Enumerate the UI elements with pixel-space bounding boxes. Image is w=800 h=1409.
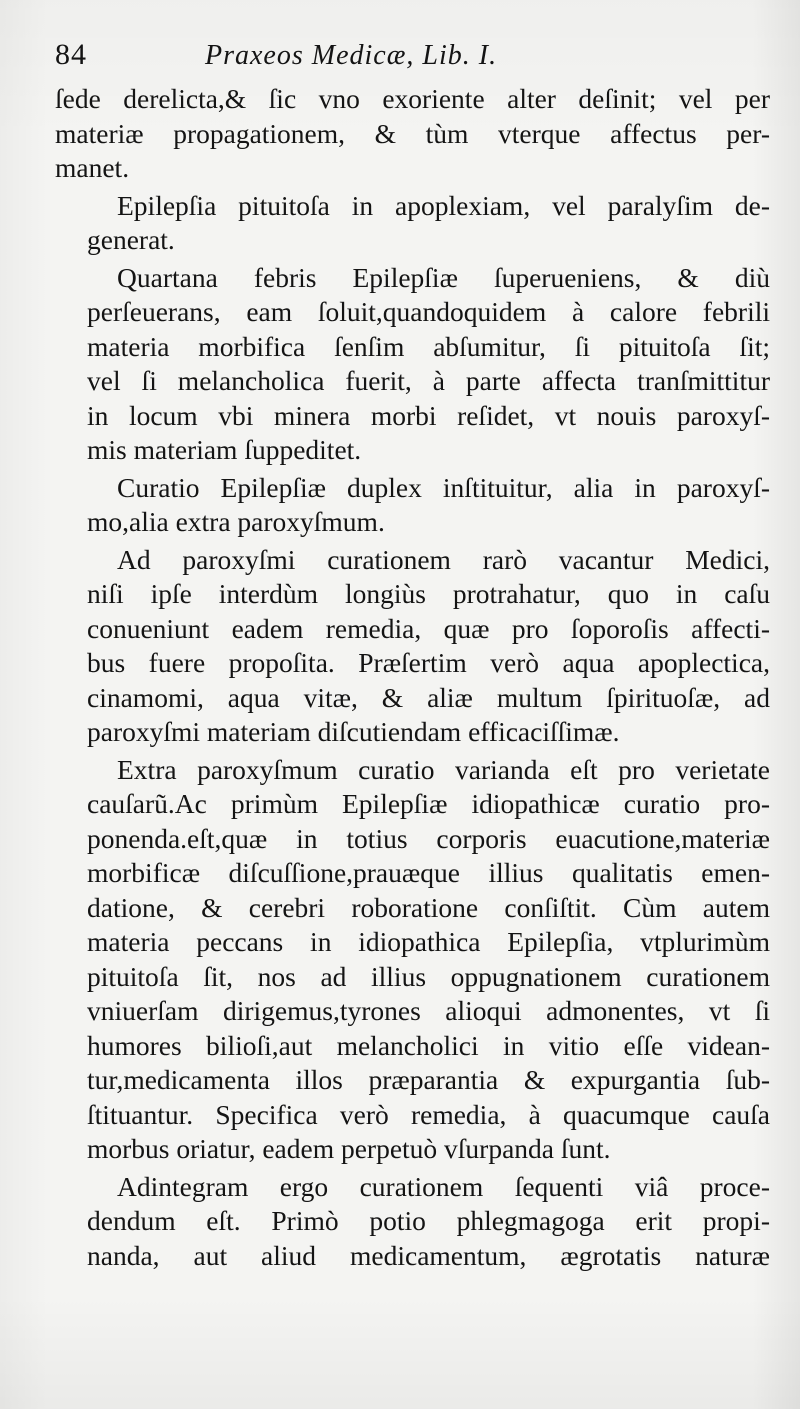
text-line: pituitoſa ſit, nos ad illius oppugnationem curationem <box>87 960 770 992</box>
text-line: manet. <box>55 152 130 183</box>
text-line: materia morbifica ſenſim abſumitur, ſi pituitoſa ſit; <box>87 330 770 362</box>
paragraph <box>55 189 770 258</box>
running-head <box>55 38 770 82</box>
text-line: Epilepſia pituitoſa in apoplexiam, vel paralyſim de- <box>117 189 770 221</box>
text-line: generat. <box>87 224 175 255</box>
paragraph <box>55 261 770 468</box>
text-line: cauſarũ.Ac primùm Epilepſiæ idiopathicæ curatio pro- <box>87 788 770 819</box>
text-line: humores bilioſi,aut melancholici in vitio eſſe videan- <box>87 1029 770 1061</box>
text-line: vel ſi melancholica fuerit, à parte affecta tranſmittitur <box>87 365 770 396</box>
text-line: materia peccans in idiopathica Epilepſia, vtplurimùm <box>87 926 770 957</box>
paragraph <box>55 543 770 750</box>
paragraph <box>55 753 770 1167</box>
body-text <box>55 82 770 1273</box>
text-line: materiæ propagationem, & tùm vterque affectus per- <box>55 117 770 149</box>
text-line: mo,alia extra paroxyſmum. <box>87 506 385 537</box>
text-line: dendum eſt. Primò potio phlegmagoga erit propi- <box>87 1205 770 1236</box>
text-line: cinamomi, aqua vitæ, & aliæ multum ſpirituoſæ, ad <box>87 681 770 713</box>
text-line: bus fuere propoſita. Præſertim verò aqua apoplectica, <box>87 647 770 678</box>
text-line: morbus oriatur, eadem perpetuò vſurpanda ſunt. <box>87 1133 611 1164</box>
text-line: perſeuerans, eam ſoluit,quandoquidem à calore febrili <box>87 296 770 327</box>
text-line: morbificæ diſcuſſione,prauæque illius qualitatis emen- <box>87 857 770 888</box>
text-line: mis materiam ſuppeditet. <box>87 434 362 465</box>
running-title: Praxeos Medicæ, Lib. I. <box>205 40 498 71</box>
text-line: tur,medicamenta illos præparantia & expurgantia ſub- <box>87 1064 770 1095</box>
text-line: ſede derelicta,& ſic vno exoriente alter deſinit; vel per <box>55 83 770 114</box>
page-number: 84 <box>55 38 87 71</box>
text-line: Ad paroxyſmi curationem rarò vacantur Medici, <box>117 543 770 575</box>
text-line: Quartana febris Epilepſiæ ſuperueniens, & diù <box>117 261 770 293</box>
text-line: conueniunt eadem remedia, quæ pro ſoporoſis affecti- <box>87 612 770 644</box>
paragraph <box>55 471 770 540</box>
text-line: paroxyſmi materiam diſcutiendam efficaciſſimæ. <box>87 716 620 747</box>
text-line: in locum vbi minera morbi reſidet, vt nouis paroxyſ- <box>87 399 770 431</box>
text-line: datione, & cerebri roboratione conſiſtit. Cùm autem <box>87 891 770 923</box>
text-line: ſtituantur. Specifica verò remedia, à quacumque cauſa <box>87 1098 770 1130</box>
text-line: niſi ipſe interdùm longiùs protrahatur, quo in caſu <box>87 578 770 609</box>
text-line: Adintegram ergo curationem ſequenti viâ proce- <box>117 1170 770 1202</box>
text-line: Extra paroxyſmum curatio varianda eſt pro verietate <box>117 753 770 785</box>
text-line: vniuerſam dirigemus,tyrones alioqui admonentes, vt ſi <box>87 995 770 1026</box>
text-line: Curatio Epilepſiæ duplex inſtituitur, alia in paroxyſ- <box>117 471 770 503</box>
text-line: nanda, aut aliud medicamentum, ægrotatis naturæ <box>87 1239 770 1271</box>
text-line: ponenda.eſt,quæ in totius corporis euacutione,materiæ <box>87 822 770 854</box>
paragraph <box>55 1170 770 1274</box>
paragraph <box>55 82 770 186</box>
